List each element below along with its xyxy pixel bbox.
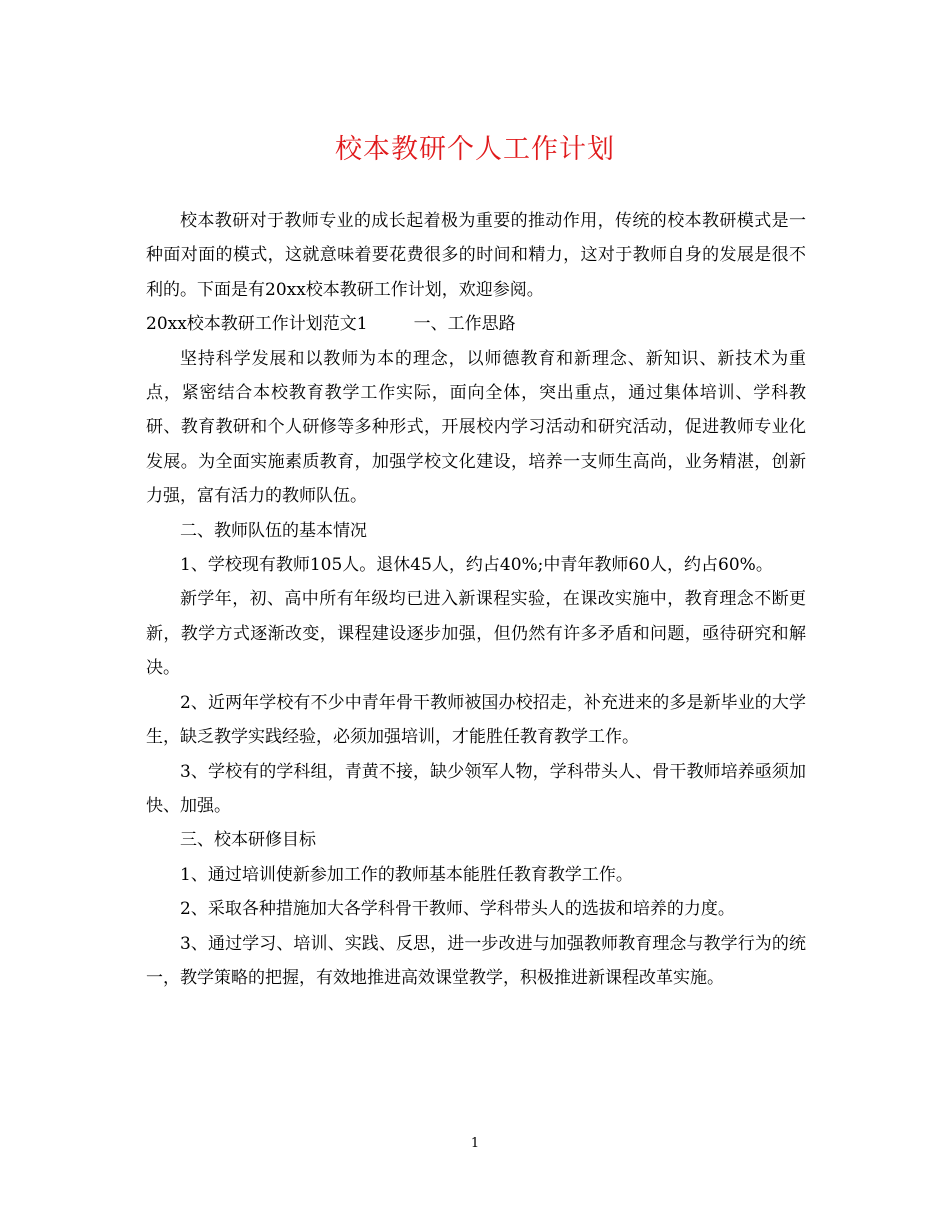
section1-heading: 一、工作思路 xyxy=(413,314,516,335)
section2-item2: 2、近两年学校有不少中青年骨干教师被国办校招走，补充进来的多是新毕业的大学生，缺乏教学实践经验，必须加强培训，才能胜任教育教学工作。 xyxy=(146,692,806,748)
sample-heading: 20xx校本教研工作计划范文1 xyxy=(146,314,368,335)
section2-heading: 二、教师队伍的基本情况 xyxy=(180,520,367,541)
section3-item3: 3、通过学习、培训、实践、反思，进一步改进与加强教师教育理念与教学行为的统一，教学策略的把握，有效地推进高效课堂教学，积极推进新课程改革实施。 xyxy=(146,933,806,988)
document-title: 校本教研个人工作计划 xyxy=(335,134,615,165)
section2-item1: 1、学校现有教师105人。退休45人，约占40%;中青年教师60人，约占60%。 xyxy=(180,555,773,576)
section1-body: 坚持科学发展和以教师为本的理念，以师德教育和新理念、新知识、新技术为重点，紧密结合本校教育教学工作实际，面向全体，突出重点，通过集体培训、学科教研、教育教研和个人研修等多种形式，开展校内学习活动和研究活动，促进教师专业化发展。为全面实施素质教育，加强学校文化建设，培养一支师生高尚，业务精湛，创新力强，富有活力的教师队伍。 xyxy=(146,348,806,507)
section2-item3: 3、学校有的学科组，青黄不接，缺少领军人物，学科带头人、骨干教师培养亟须加快、加强。 xyxy=(146,761,806,816)
section2-paragraph: 新学年，初、高中所有年级均已进入新课程实验，在课改实施中，教育理念不断更新，教学方式逐渐改变，课程建设逐步加强，但仍然有许多矛盾和问题，亟待研究和解决。 xyxy=(146,589,806,679)
page-number: 1 xyxy=(470,1136,480,1151)
section3-item1: 1、通过培训使新参加工作的教师基本能胜任教育教学工作。 xyxy=(180,864,633,885)
intro-paragraph: 校本教研对于教师专业的成长起着极为重要的推动作用，传统的校本教研模式是一种面对面的模式，这就意味着要花费很多的时间和精力，这对于教师自身的发展是很不利的。下面是有20xx校本教研工作计划，欢迎参阅。 xyxy=(146,211,806,300)
section3-heading: 三、校本研修目标 xyxy=(180,830,316,851)
sample-heading-line xyxy=(146,307,806,341)
document-body xyxy=(146,204,806,995)
section3-item2: 2、采取各种措施加大各学科骨干教师、学科带头人的选拔和培养的力度。 xyxy=(180,899,735,920)
